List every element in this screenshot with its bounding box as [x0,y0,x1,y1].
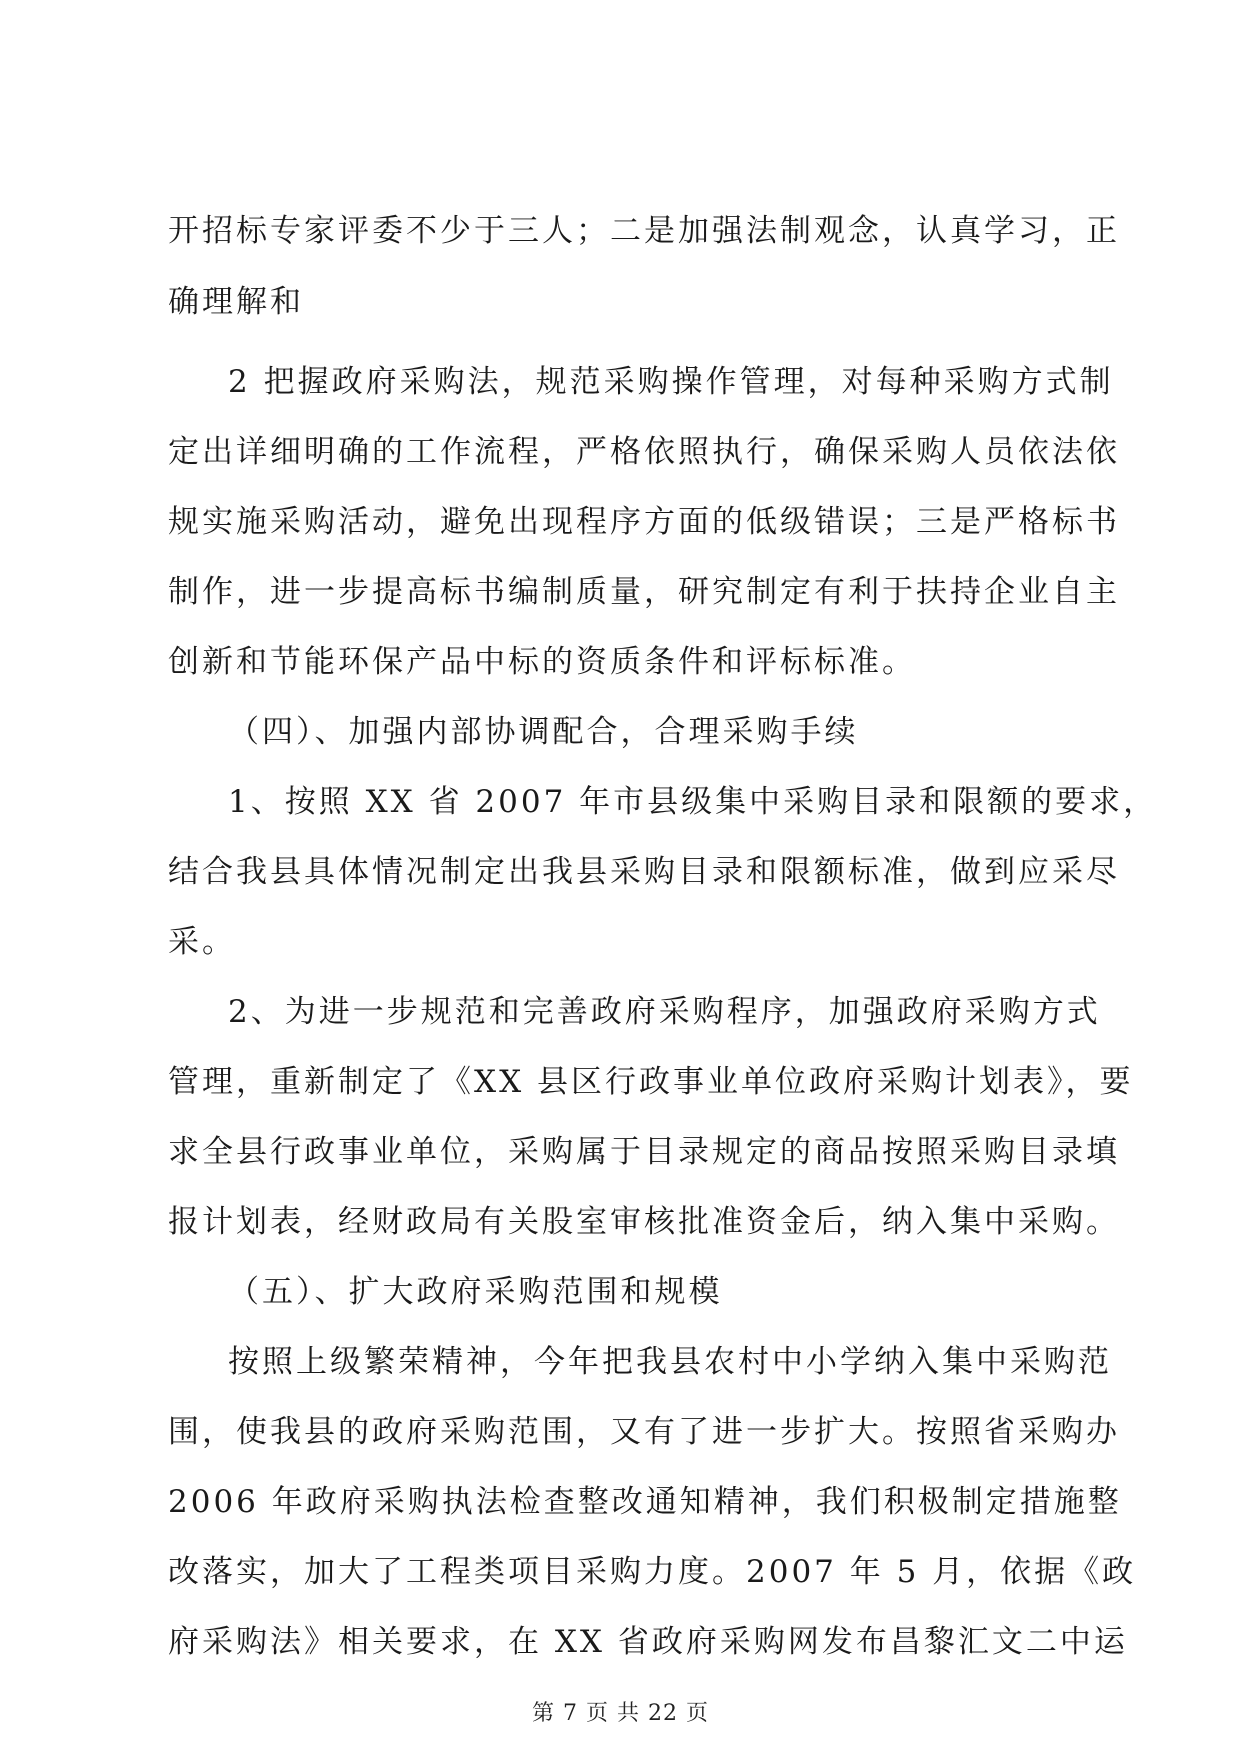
section-heading: （五）、扩大政府采购范围和规模 [228,1274,723,1310]
text-line: 2 把握政府采购法，规范采购操作管理，对每种采购方式制 [228,364,1114,400]
text-line: 按照上级繁荣精神，今年把我县农村中小学纳入集中采购范 [228,1344,1112,1380]
text-line: 结合我县具体情况制定出我县采购目录和限额标准，做到应采尽 [168,854,1120,890]
text-line: 制作，进一步提高标书编制质量，研究制定有利于扶持企业自主 [168,574,1120,610]
text-line: 报计划表，经财政局有关股室审核批准资金后，纳入集中采购。 [168,1204,1120,1240]
text-line: 2、为进一步规范和完善政府采购程序，加强政府采购方式 [228,994,1101,1030]
text-line: 规实施采购活动，避免出现程序方面的低级错误；三是严格标书 [168,504,1120,540]
text-line: 1、按照 XX 省 2007 年市县级集中采购目录和限额的要求， [228,784,1158,820]
text-line: 围，使我县的政府采购范围，又有了进一步扩大。按照省采购办 [168,1414,1120,1450]
text-line: 定出详细明确的工作流程，严格依照执行，确保采购人员依法依 [168,434,1120,470]
text-line: 确理解和 [168,284,304,320]
text-line: 创新和节能环保产品中标的资质条件和评标标准。 [168,644,916,680]
text-line: 改落实，加大了工程类项目采购力度。2007 年 5 月，依据《政 [168,1554,1137,1590]
text-line: 求全县行政事业单位，采购属于目录规定的商品按照采购目录填 [168,1134,1120,1170]
text-line: 采。 [168,924,236,960]
text-line: 2006 年政府采购执法检查整改通知精神，我们积极制定措施整 [168,1484,1122,1520]
text-line: 开招标专家评委不少于三人；二是加强法制观念，认真学习，正 [168,213,1120,249]
text-line: 管理，重新制定了《XX 县区行政事业单位政府采购计划表》，要 [168,1064,1134,1100]
section-heading: （四）、加强内部协调配合，合理采购手续 [228,714,859,750]
text-line: 府采购法》相关要求，在 XX 省政府采购网发布昌黎汇文二中运 [168,1624,1128,1660]
page-number-footer: 第 7 页 共 22 页 [532,1701,709,1726]
